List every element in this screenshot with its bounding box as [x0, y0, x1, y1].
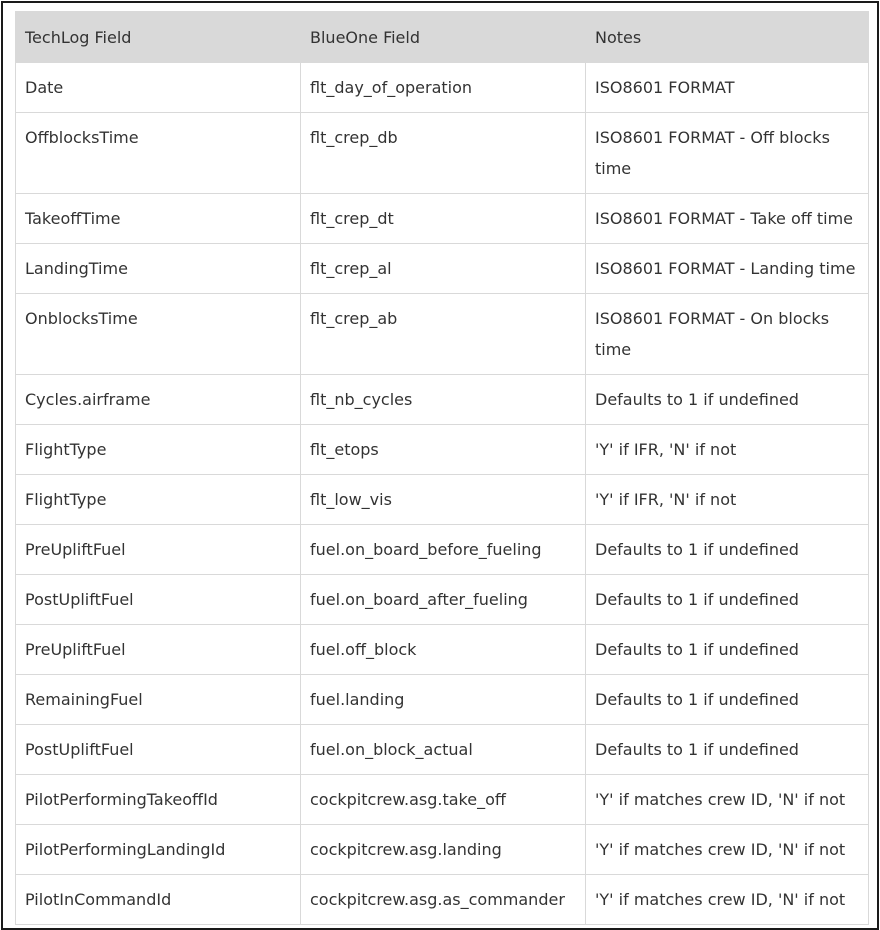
notes-cell: ISO8601 FORMAT	[586, 63, 869, 113]
techlog-field-cell: FlightType	[16, 425, 301, 475]
table-row	[16, 525, 869, 575]
blueone-field-cell: fuel.on_board_after_fueling	[301, 575, 586, 625]
blueone-field-cell: cockpitcrew.asg.as_commander	[301, 875, 586, 925]
blueone-field-cell: flt_crep_al	[301, 244, 586, 294]
notes-cell: ISO8601 FORMAT - Off blocks time	[586, 113, 869, 194]
notes-cell: Defaults to 1 if undefined	[586, 575, 869, 625]
notes-cell: 'Y' if matches crew ID, 'N' if not	[586, 875, 869, 925]
notes-cell: ISO8601 FORMAT - Landing time	[586, 244, 869, 294]
table-row	[16, 825, 869, 875]
table-header-row	[16, 12, 869, 63]
table-row	[16, 375, 869, 425]
header-blueone-field: BlueOne Field	[301, 12, 586, 63]
table-row	[16, 425, 869, 475]
notes-cell: ISO8601 FORMAT - On blocks time	[586, 294, 869, 375]
table-row	[16, 575, 869, 625]
table-row	[16, 775, 869, 825]
techlog-field-cell: Date	[16, 63, 301, 113]
blueone-field-cell: flt_crep_dt	[301, 194, 586, 244]
techlog-field-cell: PreUpliftFuel	[16, 625, 301, 675]
notes-cell: ISO8601 FORMAT - Take off time	[586, 194, 869, 244]
blueone-field-cell: flt_crep_ab	[301, 294, 586, 375]
techlog-field-cell: LandingTime	[16, 244, 301, 294]
techlog-field-cell: FlightType	[16, 475, 301, 525]
field-mapping-table	[15, 11, 869, 925]
header-notes: Notes	[586, 12, 869, 63]
techlog-field-cell: PostUpliftFuel	[16, 725, 301, 775]
blueone-field-cell: cockpitcrew.asg.take_off	[301, 775, 586, 825]
techlog-field-cell: Cycles.airframe	[16, 375, 301, 425]
table-row	[16, 244, 869, 294]
blueone-field-cell: flt_etops	[301, 425, 586, 475]
table-row	[16, 875, 869, 925]
notes-cell: Defaults to 1 if undefined	[586, 625, 869, 675]
blueone-field-cell: flt_low_vis	[301, 475, 586, 525]
notes-cell: Defaults to 1 if undefined	[586, 525, 869, 575]
blueone-field-cell: flt_crep_db	[301, 113, 586, 194]
blueone-field-cell: fuel.off_block	[301, 625, 586, 675]
table-row	[16, 194, 869, 244]
table-row	[16, 113, 869, 194]
techlog-field-cell: RemainingFuel	[16, 675, 301, 725]
notes-cell: Defaults to 1 if undefined	[586, 375, 869, 425]
techlog-field-cell: OnblocksTime	[16, 294, 301, 375]
blueone-field-cell: flt_nb_cycles	[301, 375, 586, 425]
notes-cell: 'Y' if matches crew ID, 'N' if not	[586, 775, 869, 825]
techlog-field-cell: PreUpliftFuel	[16, 525, 301, 575]
table-row	[16, 625, 869, 675]
table-row	[16, 725, 869, 775]
notes-cell: 'Y' if IFR, 'N' if not	[586, 475, 869, 525]
blueone-field-cell: flt_day_of_operation	[301, 63, 586, 113]
blueone-field-cell: fuel.on_board_before_fueling	[301, 525, 586, 575]
techlog-field-cell: PilotPerformingTakeoffId	[16, 775, 301, 825]
table-row	[16, 294, 869, 375]
techlog-field-cell: OffblocksTime	[16, 113, 301, 194]
blueone-field-cell: cockpitcrew.asg.landing	[301, 825, 586, 875]
techlog-field-cell: PilotInCommandId	[16, 875, 301, 925]
notes-cell: 'Y' if IFR, 'N' if not	[586, 425, 869, 475]
header-techlog-field: TechLog Field	[16, 12, 301, 63]
table-row	[16, 475, 869, 525]
document-frame	[1, 1, 879, 930]
notes-cell: Defaults to 1 if undefined	[586, 725, 869, 775]
techlog-field-cell: TakeoffTime	[16, 194, 301, 244]
table-row	[16, 63, 869, 113]
notes-cell: 'Y' if matches crew ID, 'N' if not	[586, 825, 869, 875]
notes-cell: Defaults to 1 if undefined	[586, 675, 869, 725]
techlog-field-cell: PostUpliftFuel	[16, 575, 301, 625]
techlog-field-cell: PilotPerformingLandingId	[16, 825, 301, 875]
blueone-field-cell: fuel.landing	[301, 675, 586, 725]
table-row	[16, 675, 869, 725]
blueone-field-cell: fuel.on_block_actual	[301, 725, 586, 775]
